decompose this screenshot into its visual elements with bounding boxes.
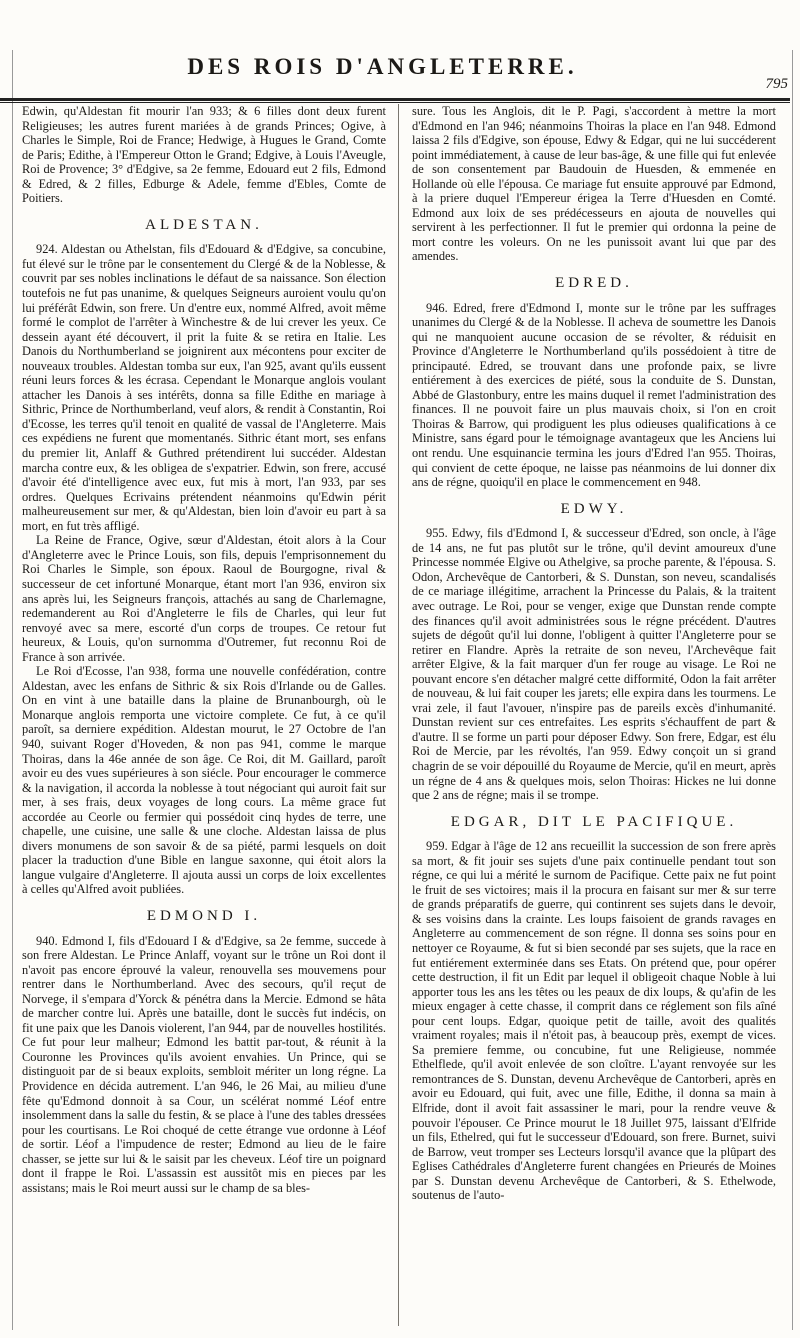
page-frame-right <box>792 50 793 1330</box>
paragraph-aldestan-2: La Reine de France, Ogive, sœur d'Aldestan, étoit alors à la Cour d'Angleterre avec le Prince Louis, son fils, depuis l'emprisonnement du Roi Charles le Simple, son époux. Raoul de Bourgogne, rival & successeur de cet infortuné Monarque, étant mort l'an 936, environ six ans après lui, les Seigneurs françois, attachés au sang de Charlemagne, redemanderent au Roi d'Angleterre le fils de Charles, qui leur fut renvoyé avec sa mere, escorté d'un corps de troupes. Ce retour fut heureux, & Louis, qu'on surnomma d'Outremer, fut reconnu Roi de France à son arrivée. <box>22 533 386 664</box>
paragraph-aldestan-1: 924. Aldestan ou Athelstan, fils d'Edouard & d'Edgive, sa concubine, fut élevé sur le trône par le consentement du Clergé & de la Noblesse, & couvrit par ses nobles inclinations le défaut de sa naissance. Son élection toutefois ne fut pas unanime, & quelques Seigneurs auroient voulu qu'on lui préférât Edwin, son frere. Un d'entre eux, nommé Alfred, avoit même formé le complot de l'arrêter à Winchestre & de lui crever les yeux. Ce dessein ayant été découvert, il prit la fuite & se retira en Italie. Les Danois du Northumberland se joignirent aux mécontens pour exciter de nouveaux troubles. Aldestan tomba sur eux, l'an 925, avant qu'ils eussent réuni leurs forces & les écrasa. Cependant le Monarque anglois voulant attacher les Danois à ses intérêts, donna sa fille Edithe en mariage à Sithric, Prince de Northumberland, veuf alors, & rendit à Constantin, Roi d'Ecosse, les terres qu'il tenoit en qualité de vassal de l'Angleterre. Mais ces expédiens ne furent que momentanés. Sithric étant mort, ses enfans du premier lit, Anlaff & Guthred prétendirent lui succéder. Aldestan marcha contre eux, & les obligea de s'expatrier. Edwin, son frere, accusé d'avoir été d'intelligence avec eux, fut mis à mort, l'an 933, par ses ordres. Quelques Ecrivains prétendent néanmoins qu'Edwin périt malheureusement sur mer, & qu'Aldestan, bien loin d'avoir eu part à sa mort, en fut très affligé. <box>22 242 386 533</box>
heading-edmond: EDMOND I. <box>146 907 262 924</box>
paragraph-edred: 946. Edred, frere d'Edmond I, monte sur le trône par les suffrages unanimes du Clergé & de la Noblesse. Il acheva de soumettre les Danois qui ne manquoient aucune occasion de se révolter, & réduisit en Province d'Angleterre le Northumberland qu'ils possédoient à titre de principauté. Edred, se trouvant dans une profonde paix, se livre entiérement à des exercices de piété, sous la conduite de S. Dunstan, Abbé de Glastonbury, entre les mains duquel il remet l'administration des finances. Il ne pouvoit faire un plus mauvais choix, si l'on en croit Thoiras & Barrow, qui prodiguent les plus odieuses qualifications à ce Ministre, sans égard pour le témoignage avantageux que les Anciens lui ont rendu. Une esquinancie termina les jours d'Edred l'an 955. Thoiras, qui convient de cette époque, ne laisse pas néanmoins de lui donner dix ans de régne, quoiqu'il en place le commencement en 948. <box>412 300 776 490</box>
paragraph-edgar: 959. Edgar à l'âge de 12 ans recueillit la succession de son frere après sa mort, & fit jouir ses sujets d'une paix continuelle pendant tout son régne, ce qui lui a mérité le surnom de Pacifique. Cette paix ne fut point le fruit de ses victoires; mais il la procura en faisant sur mer & sur terre de grands préparatifs de guerre, qui continrent ses sujets dans le devoir, & ses voisins dans la crainte. Les loups faisoient de grands ravages en Angleterre au commencement de son régne. Il donna ses soins pour en nettoyer ce Royaume, & fut si bien secondé par ses sujets, que la race en fut entiérement exterminée dans ses Etats. On prétend que, pour opérer cette destruction, il fit un Edit par lequel il obligeoit chaque Noble à lui apporter tous les ans les têtes ou les peaux de dix loups, & qu'afin de les mieux engager à cette chasse, il comprit dans ce réglement son fils aîné pour cent loups. Edgar, quoique petit de taille, avoit des qualités vraiment royales; mais il n'étoit pas, à beaucoup près, exempt de vices. Sa premiere femme, ou concubine, fut une Religieuse, nommée Ethelflede, qu'il avoit enlevée de son cloître. L'ayant renvoyée sur les remontrances de S. Dunstan, devenu Archevêque de Cantorberi, après en avoir eu Edouard, qui fuit, avec une fille, Edithe, il donna sa main à Elfride, dont il avoit fait assassiner le mari, pour la rendre veuve & pouvoir l'épouser. Ce Prince mourut le 18 Juillet 975, laissant d'Elfride un fils, Ethelred, qui fut le successeur d'Edouard, son frere. Burnet, suivi de Barrow, veut tromper ses Lecteurs lorsqu'il avance que la plûpart des Eglises Cathédrales d'Angleterre furent changées en Prieurés de Moines par S. Dunstan devenu Archevêque de Cantorberi, & S. Ethelwode, soutenus de l'auto- <box>412 839 776 1203</box>
heading-aldestan: ALDESTAN. <box>145 216 263 233</box>
running-title: DES ROIS D'ANGLETERRE. <box>187 54 578 79</box>
heading-edred: EDRED. <box>555 275 633 292</box>
paragraph-edmond: 940. Edmond I, fils d'Edouard I & d'Edgive, sa 2e femme, succede à son frere Aldestan. Le Prince Anlaff, voyant sur le trône un Roi dont il n'avoit pas encore éprouvé la valeur, renouvella ses mouvemens pour rentrer dans le Northumberland. Avec des secours, qu'il reçut de Norvege, il s'empara d'Yorck & pénétra dans la Mercie. Edmond se hâta de marcher contre lui. Après une bataille, dont le succès fut indécis, on fit une paix que les Danois violerent, l'an 944, par de nouvelles hostilités. Ce fut pour leur malheur; Edmond les battit par-tout, & réunit à la Couronne les Provinces qu'ils avoient envahies. Un Prince, qui se distinguoit par de si beaux exploits, sembloit mériter un long régne. La Providence en décida autrement. L'an 946, le 26 Mai, au milieu d'une fête qu'Edmond donnoit à sa Cour, un scélérat nommé Léof entre insolemment dans la salle du festin, & se place à l'une des tables dressées pour les courtisans. Le Roi choqué de cette étrange vue ordonne à Léof de sortir. Léof a l'impudence de rester; Edmond au lieu de le faire chasser, se jette sur lui & le saisit par les cheveux. Léof tire un poignard dont il frappe le Roi. L'assassin est aussitôt mis en pieces par les assistans; mais le Roi meurt aussi sur le champ de sa bles- <box>22 933 386 1195</box>
running-header <box>20 52 790 92</box>
column-divider <box>398 104 399 1326</box>
paragraph-edwy: 955. Edwy, fils d'Edmond I, & successeur d'Edred, son oncle, à l'âge de 14 ans, ne fut pas plutôt sur le trône, qu'il devint amoureux d'une Princesse nommée Elgive ou Athelgive, sa proche parente, & l'épousa. S. Odon, Archevêque de Cantorberi, & S. Dunstan, son neveu, scandalisés de ce mariage illégitime, arrachent la Princesse du Palais, & la traitent avec outrage. Le Roi, pour se venger, exige que Dunstan rende compte des finances qu'il avoit administrées sous le régne précédent. D'autres sujets de dégoût qu'il lui donne, l'obligent à quitter l'Angleterre pour se retirer en Flandre. Après la retraite de son neveu, l'Archevêque fait arrêter Elgive, & la fait marquer d'un fer rouge au visage. Le Roi ne pouvant encore s'en détacher malgré cette difformité, Odon la fait arrêter de nouveau, & lui fait couper les jarets; elle expira dans les tourmens. Le vrai zele, il faut l'avouer, n'inspire pas de pareils excès d'inhumanité. Dunstan revient sur ces entrefaites. Les esprits s'échauffent de part & d'autre. Il se forme un parti pour déposer Edwy. Son frere, Edgar, est élu Roi de Mercie, par les révoltés, l'an 959. Edwy conçoit un si grand chagrin de se voir dépouillé du Royaume de Mercie, qu'il en meurt, après un régne de 4 ans & quelques mois, selon Thoiras: Hickes ne lui donne que 2 ans de régne; mais il se trompe. <box>412 526 776 803</box>
header-rule <box>0 98 790 101</box>
page-number: 795 <box>765 76 788 92</box>
heading-edgar: EDGAR, DIT LE PACIFIQUE. <box>450 813 738 830</box>
right-column <box>412 104 776 1326</box>
heading-edwy: EDWY. <box>560 500 628 517</box>
paragraph-aldestan-3: Le Roi d'Ecosse, l'an 938, forma une nouvelle confédération, contre Aldestan, avec les enfans de Sithric & six Rois d'Irlande ou de Galles. On en vint à une bataille dans la plaine de Brunanbourgh, où le Monarque anglois remporta une victoire complete. Ce fut, à ce qu'il paroît, sa derniere expédition. Aldestan mourut, le 27 Octobre de l'an 940, suivant Roger d'Hoveden, & non pas 941, comme le marque Thoiras, dans la 46e année de son âge. Ce Roi, dit M. Gaillard, paroît avoir eu des vues supérieures à son siécle. Pour encourager le commerce & la navigation, il accorda la noblesse à tout négociant qui auroit fait sur mer, à ses frais, deux voyages de long cours. La même grace fut accordée au Ceorle ou fermier qui possédoit cinq hydes de terre, une chapelle, une cuisine, une salle & une cloche. Aldestan laissa de plus divers monumens de son savoir & de sa piété, parmi lesquels on doit placer la traduction d'une Bible en langue saxonne, qui étoit alors la langue vulgaire d'Angleterre. Il ajouta aussi un corps de loix excellentes à celles qu'Alfred avoit publiées. <box>22 664 386 897</box>
paragraph-edmond-continued: sure. Tous les Anglois, dit le P. Pagi, s'accordent à mettre la mort d'Edmond en l'an 946; néanmoins Thoiras la place en l'an 948. Edmond laissa 2 fils d'Edgive, son épouse, Edwy & Edgar, qui ne lui succéderent point immédiatement, à cause de leur bas-âge, & une fille qui fut enlevée de son consentement par Baudouin de Huesden, & emmenée en Hollande où elle l'épousa. Ce mariage fut ensuite approuvé par Edmond, à la priere duquel l'Empereur érigea la Terre d'Huesden en Comté. Edmond aux loix de ses prédécesseurs en ajouta de nouvelles qui servirent à les perfectionner. Il fut le premier qui ordonna la peine de mort contre les voleurs. On ne les punissoit avant lui que par des amendes. <box>412 104 776 264</box>
page-frame-left <box>12 50 13 1330</box>
header-rule-thin <box>0 102 790 103</box>
paragraph-intro: Edwin, qu'Aldestan fit mourir l'an 933; & 6 filles dont deux furent Religieuses; les autres furent mariées à de grands Princes; Ogive, à Charles le Simple, Roi de France; Hedwige, à Hugues le Grand, Comte de Paris; Edithe, à l'Empereur Otton le Grand; Edgive, à Louis l'Aveugle, Roi de Provence; 3° d'Edgive, sa 2e femme, Edouard eut 2 fils, Edmond & Edred, & 2 filles, Edburge & Adele, femme d'Ebles, Comte de Poitiers. <box>22 104 386 206</box>
left-column <box>22 104 386 1326</box>
